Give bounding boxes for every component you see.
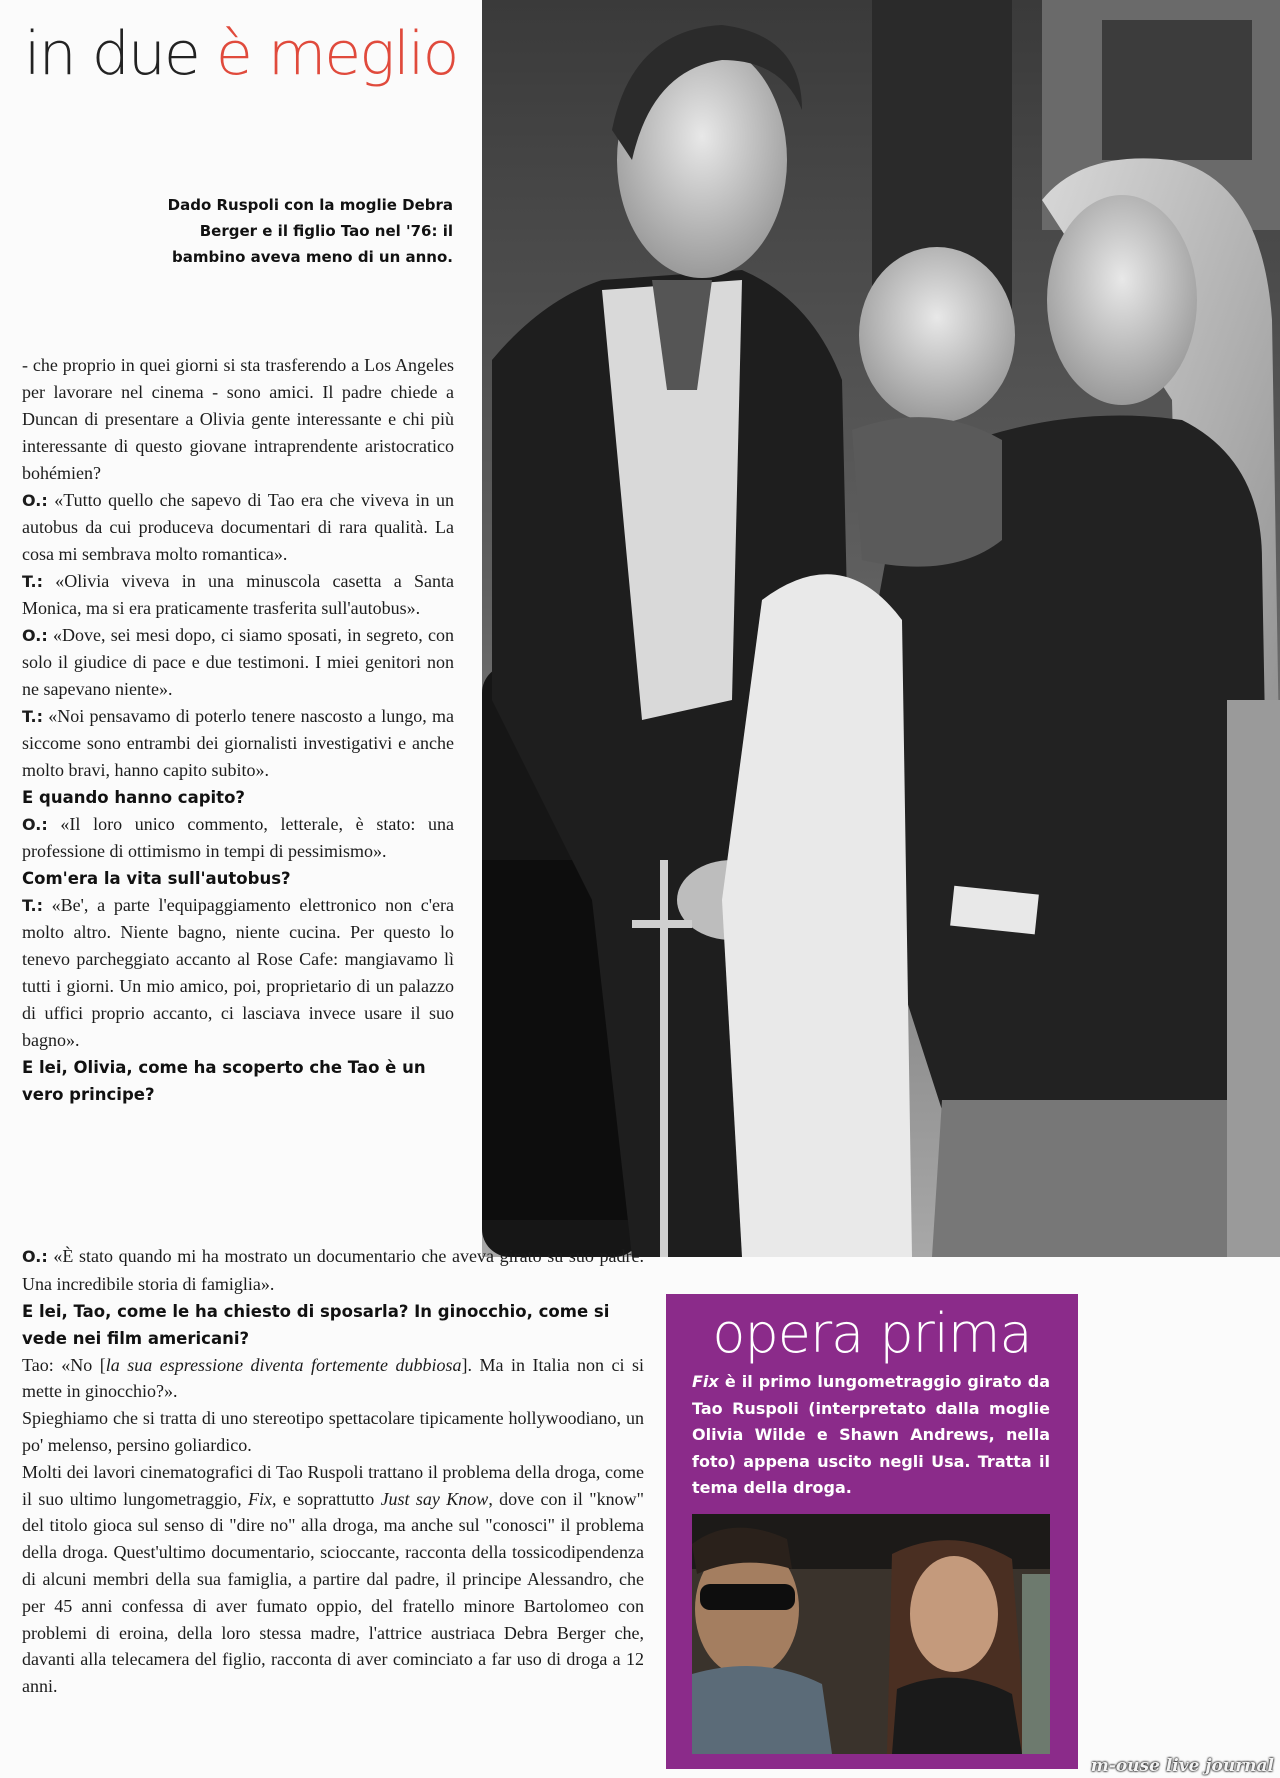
film-still-photo (692, 1514, 1050, 1754)
paragraph-tao-2 (22, 703, 454, 784)
film-title: Just say Know (380, 1488, 489, 1509)
paragraph-text: «Tutto quello che sapevo di Tao era che viveva in un autobus da cui produceva documentari di rara qualità. La cosa mi sembrava molto romantica». (22, 490, 454, 564)
paragraph-tao-1 (22, 568, 454, 622)
stage-direction: la sua espressione diventa fortemente dubbiosa (105, 1354, 462, 1375)
paragraph-text: , dove con il "know" del titolo gioca sul senso di "dire no" alla droga, ma anche sul "conosci" il problema della droga. Quest'ultimo documentario, scioccante, racconta della tossicodipendenza di alcuni membri della sua famiglia, a partire dal padre, il principe Alessandro, che per 45 anni confessa di aver fumato oppio, del fratello minore Bartolomeo con problemi di eroina, della loro stessa madre, l'attrice austriaca Debra Berger che, davanti alla telecamera del figlio, racconta di aver cominciato a far uso di droga a 12 anni. (22, 1488, 644, 1697)
sidebar-title: opera prima (712, 1302, 1032, 1365)
paragraph-text: Tao: «No [ (22, 1354, 106, 1375)
paragraph-text: «Il loro unico commento, letterale, è stato: una professione di ottimismo in tempi di pessimismo». (22, 814, 454, 861)
paragraph-tao-4 (22, 1352, 644, 1406)
paragraph-olivia-2 (22, 622, 454, 703)
sidebar-box (666, 1294, 1078, 1769)
question-heading: E lei, Olivia, come ha scoperto che Tao è un vero principe? (22, 1058, 426, 1104)
paragraph-text: «Dove, sei mesi dopo, ci siamo sposati, in segreto, con solo il giudice di pace e due testimoni. I miei genitori non ne sapevano niente». (22, 625, 454, 699)
question-heading: E lei, Tao, come le ha chiesto di sposarla? In ginocchio, come si vede nei film americani? (22, 1301, 610, 1348)
article-column-wide (22, 1243, 644, 1700)
headline-part-1: in due (24, 19, 216, 89)
paragraph-stereotype: Spieghiamo che si tratta di uno stereotipo spettacolare tipicamente hollywoodiano, un po' melenso, persino goliardico. (22, 1408, 644, 1455)
speaker-label: O.: (22, 815, 48, 834)
paragraph-text: «È stato quando mi ha mostrato un documentario che aveva girato su suo padre. Una incredibile storia di famiglia». (22, 1246, 644, 1294)
paragraph-intro: - che proprio in quei giorni si sta trasferendo a Los Angeles per lavorare nel cinema - sono amici. Il padre chiede a Duncan di presentare a Olivia gente interessante e chi più interessante di questo giovane intraprendente aristocratico bohémien? (22, 355, 454, 483)
paragraph-text: «Noi pensavamo di poterlo tenere nascosto a lungo, ma siccome sono entrambi dei giornalisti investigativi e anche molto bravi, hanno capito subito». (22, 706, 454, 780)
sidebar-text (692, 1369, 1050, 1502)
speaker-label: T.: (22, 572, 43, 591)
paragraph-text: «Be', a parte l'equipaggiamento elettronico non c'era molto altro. Niente bagno, niente cucina. Per questo lo tenevo parcheggiato accanto al Rose Cafe: mangiavamo lì tutti i giorni. Un mio amico, poi, proprietario di un palazzo di uffici proprio accanto, ci lasciava invece usare il suo bagno». (22, 895, 454, 1050)
paragraph-text: «Olivia viveva in una minuscola casetta a Santa Monica, ma si era praticamente trasferita sull'autobus». (22, 571, 454, 618)
paragraph-olivia-1 (22, 487, 454, 568)
speaker-label: O.: (22, 491, 48, 510)
question-heading: E quando hanno capito? (22, 788, 245, 807)
family-photo-illustration (482, 0, 1280, 1257)
film-title: Fix (247, 1488, 272, 1509)
speaker-label: O.: (22, 1247, 48, 1266)
paragraph-olivia-4 (22, 1243, 644, 1298)
speaker-label: O.: (22, 626, 48, 645)
paragraph-tao-3 (22, 892, 454, 1054)
photo-caption: Dado Ruspoli con la moglie Debra Berger e il figlio Tao nel '76: il bambino aveva meno di un anno. (167, 196, 453, 266)
main-photo (482, 0, 1280, 1257)
speaker-label: T.: (22, 896, 43, 915)
watermark: m-ouse live journal (1090, 1756, 1274, 1776)
film-still-illustration (692, 1514, 1050, 1754)
question-heading: Com'era la vita sull'autobus? (22, 869, 291, 888)
paragraph-text: Molti dei lavori cinematografici di Tao Ruspoli trattano il problema della droga, come il suo ultimo lungometraggio, (22, 1461, 644, 1509)
paragraph-olivia-3 (22, 811, 454, 865)
film-title: Fix (692, 1372, 719, 1391)
article-headline (24, 18, 464, 90)
sidebar-text-body: è il primo lungometraggio girato da Tao Ruspoli (interpretato dalla moglie Olivia Wilde e Shawn Andrews, nella foto) appena uscito negli Usa. Tratta il tema della droga. (692, 1372, 1050, 1497)
speaker-label: T.: (22, 707, 43, 726)
article-column-left (22, 352, 454, 1108)
paragraph-films (22, 1459, 644, 1700)
headline-part-2: è meglio (215, 19, 458, 89)
paragraph-text: , e soprattutto (271, 1488, 381, 1509)
paragraph-text: ]. Ma in Italia non ci si mette in ginocchio?». (22, 1354, 644, 1402)
